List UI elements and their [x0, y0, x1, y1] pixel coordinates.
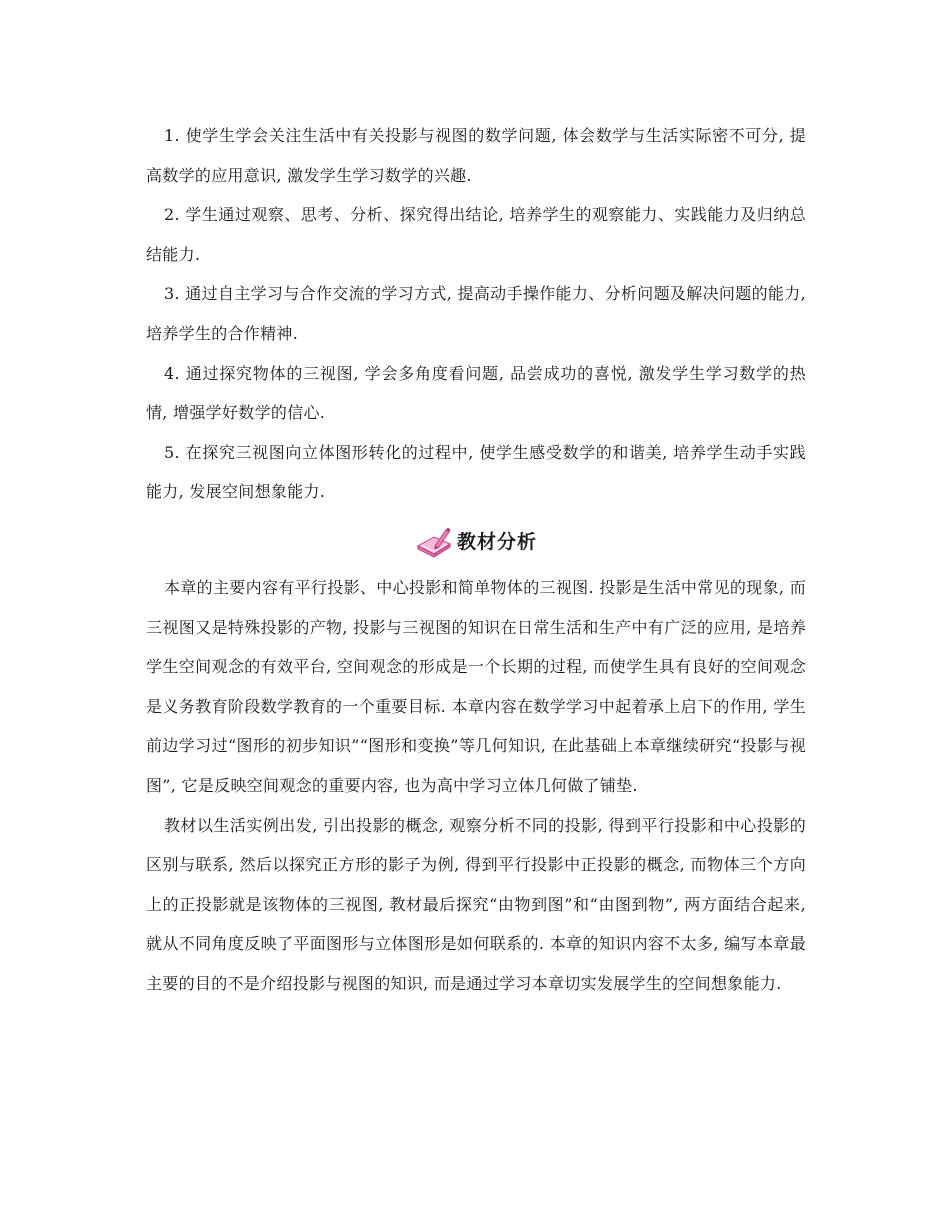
book-pencil-icon	[415, 524, 453, 558]
objective-paragraph-2: 2. 学生通过观察、思考、分析、探究得出结论, 培养学生的观察能力、实践能力及归纳总结能力.	[146, 205, 806, 264]
section-title: 教材分析	[456, 531, 537, 554]
section-heading	[146, 516, 806, 566]
objective-paragraph-3: 3. 通过自主学习与合作交流的学习方式, 提高动手操作能力、分析问题及解决问题的能力, 培养学生的合作精神.	[146, 284, 806, 343]
analysis-paragraph-1: 本章的主要内容有平行投影、中心投影和简单物体的三视图. 投影是生活中常见的现象, 而三视图又是特殊投影的产物, 投影与三视图的知识在日常生活和生产中有广泛的应用, 是培养学生空间观念的有效平台, 空间观念的形成是一个长期的过程, 而使学生具有良好的空间观念是义务教育阶段数学教育的一个重要目标. 本章内容在数学学习中起着承上启下的作用, 学生前边学习过“图形的初步知识”“图形和变换”等几何知识, 在此基础上本章继续研究“投影与视图”, 它是反映空间观念的重要内容, 也为高中学习立体几何做了铺垫.	[146, 577, 806, 795]
objective-paragraph-5: 5. 在探究三视图向立体图形转化的过程中, 使学生感受数学的和谐美, 培养学生动手实践能力, 发展空间想象能力.	[146, 442, 806, 502]
objective-paragraph-4: 4. 通过探究物体的三视图, 学会多角度看问题, 品尝成功的喜悦, 激发学生学习数学的热情, 增强学好数学的信心.	[146, 363, 806, 423]
analysis-paragraph-2: 教材以生活实例出发, 引出投影的概念, 观察分析不同的投影, 得到平行投影和中心投影的区别与联系, 然后以探究正方形的影子为例, 得到平行投影中正投影的概念, 而物体三个方向上的正投影就是该物体的三视图, 教材最后探究“由物到图”和“由图到物”, 两方面结合起来, 就从不同角度反映了平面图形与立体图形是如何联系的. 本章的知识内容不太多, 编写本章最主要的目的不是介绍投影与视图的知识, 而是通过学习本章切实发展学生的空间想象能力.	[146, 815, 806, 993]
objective-paragraph-1: 1. 使学生学会关注生活中有关投影与视图的数学问题, 体会数学与生活实际密不可分, 提高数学的应用意识, 激发学生学习数学的兴趣.	[146, 126, 806, 185]
document-page	[146, 116, 806, 1003]
